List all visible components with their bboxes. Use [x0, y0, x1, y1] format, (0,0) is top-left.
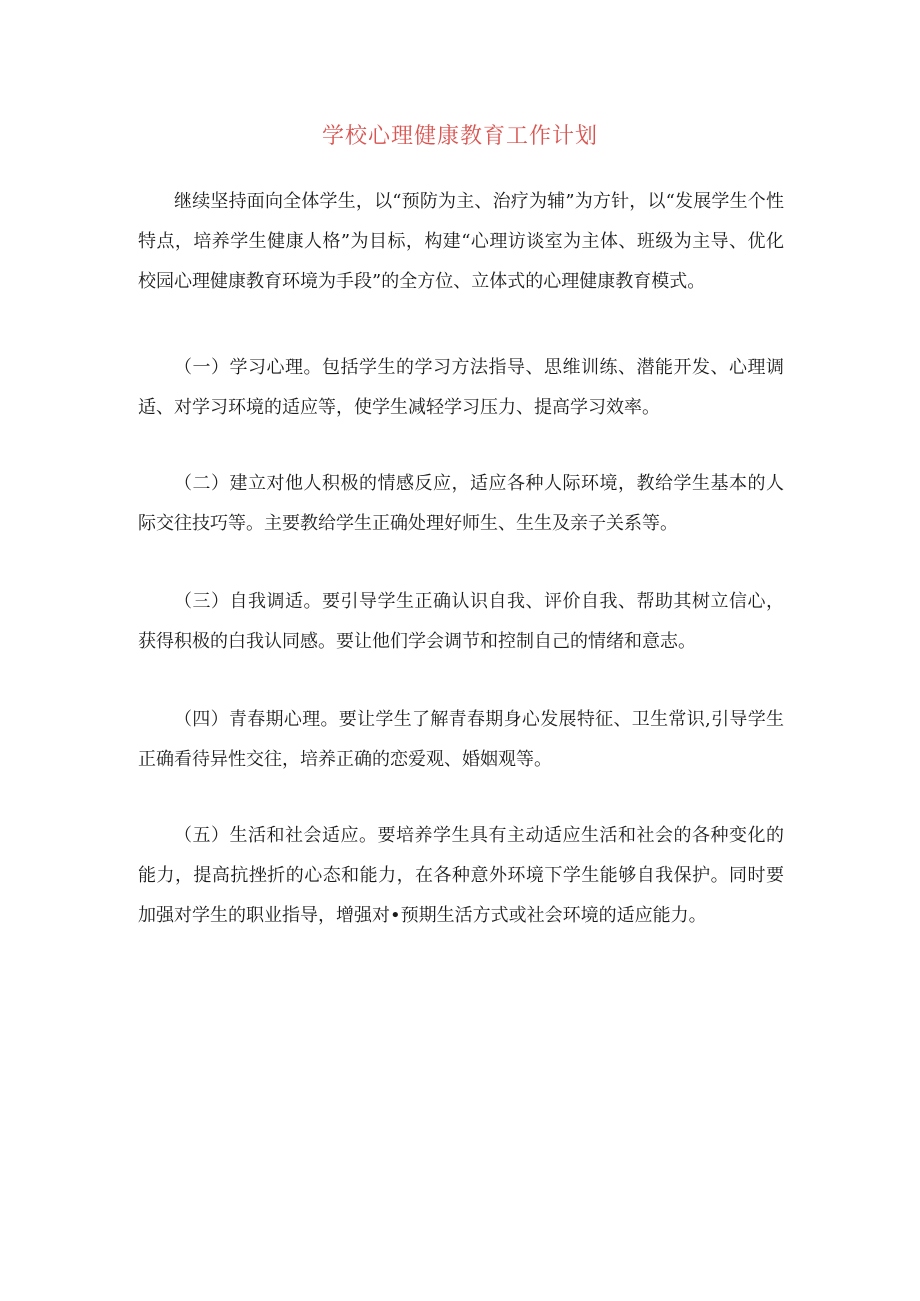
document-title: 学校心理健康教育工作计划	[321, 124, 598, 149]
section-1-learning-psychology: （一）学习心理。包括学生的学习方法指导、思维训练、潜能开发、心理调适、对学习环境的适应等，使学生减轻学习压力、提高学习效率。	[138, 357, 784, 418]
section-3-self-adjustment: （三）自我调适。要引导学生正确认识自我、评价自我、帮助其树立信心，获得积极的白我认同感。要让他们学会调节和控制自己的情绪和意志。	[138, 591, 784, 652]
section-5-life-social-adaptation: （五）生活和社会适应。要培养学生具有主动适应生活和社会的各种变化的能力，提高抗挫折的心态和能力，在各种意外环境下学生能够自我保护。同时要加强对学生的职业指导，增强对•预期生活方式或社会环境的适应能力。	[138, 825, 784, 926]
section-2-interpersonal: （二）建立对他人积极的情感反应，适应各种人际环境，教给学生基本的人际交往技巧等。主要教给学生正确处理好师生、生生及亲子关系等。	[138, 473, 784, 534]
section-4-adolescent-psychology: （四）青春期心理。要让学生了解青春期身心发展特征、卫生常识,引导学生正确看待异性交往，培养正确的恋爱观、婚姻观等。	[138, 709, 784, 770]
intro-paragraph: 继续坚持面向全体学生，以“预防为主、治疗为辅”为方针，以“发展学生个性特点，培养学生健康人格”为目标，构建“心理访谈室为主体、班级为主导、优化校园心理健康教育环境为手段”的全方位、立体式的心理健康教育模式。	[138, 191, 784, 292]
